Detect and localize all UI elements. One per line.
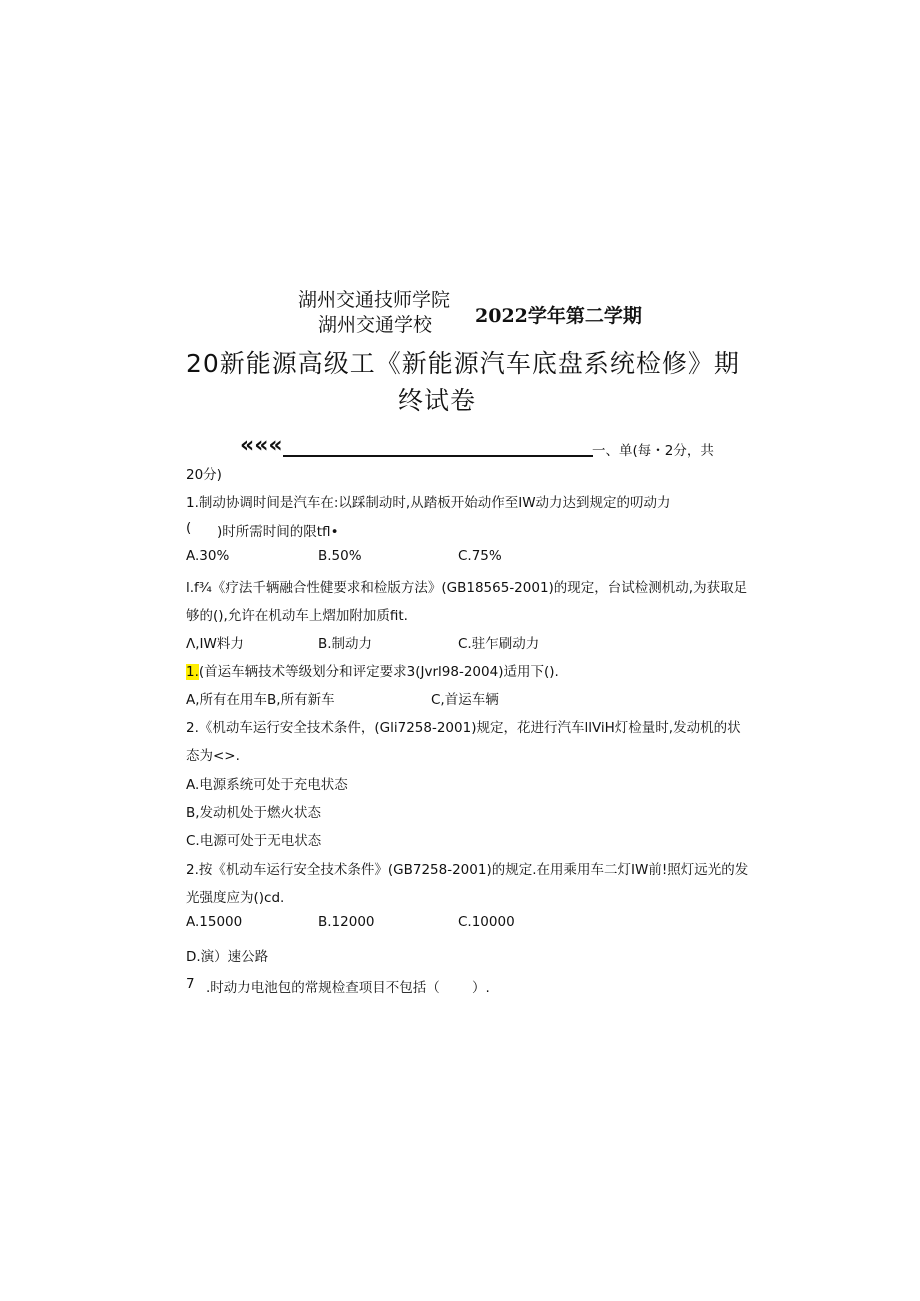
q2-option-c: C.驻乍刷动力 — [458, 636, 540, 652]
q1-paren: ( — [186, 520, 192, 536]
q3-text-body: (首运车辆技术等级划分和评定要求3(Jvrl98-2004)适用下(). — [198, 664, 559, 680]
q4-option-c: C.电源可处于无电状态 — [186, 833, 322, 849]
q5-text-line1: 2.按《机动车运行安全技术条件》(GB7258-2001)的规定.在用乘用车二灯IW前!照灯远光的发 — [186, 862, 749, 878]
q5-option-d: D.演）速公路 — [186, 949, 269, 965]
q4-text-line2: 态为<>. — [186, 748, 240, 764]
q4-option-a: A.电源系统可处于充电状态 — [186, 777, 348, 793]
q2-text-line1: l.f¾《疗法千辆融合性健要求和检版方法》(GB18565-2001)的现定，台试检测机动,为获取足 — [186, 580, 748, 596]
section-heading: 一、单(每・2分，共 — [592, 443, 714, 459]
q7-end: ）. — [472, 980, 490, 996]
q3-number-highlight: 1. — [186, 664, 199, 680]
q5-text-line2: 光强度应为()cd. — [186, 890, 285, 906]
blank-rule — [283, 455, 593, 457]
q1-text-line2: )时所需时间的限tfl• — [217, 524, 339, 540]
q1-option-c: C.75% — [458, 548, 502, 564]
term-label: 2022学年第二学期 — [475, 305, 642, 327]
q7-number: 7 — [186, 976, 195, 992]
q1-option-a: A.30% — [186, 548, 230, 564]
section-marks: ««« — [240, 433, 283, 458]
q3-text — [186, 660, 559, 680]
section-heading-cont: 20分) — [186, 467, 222, 483]
q2-text-line2: 够的(),允许在机动车上熠加附加质fit. — [186, 608, 408, 624]
q7-text: .时动力电池包的常规检查项目不包括（ — [206, 980, 440, 996]
q3-option-c: C,首运车辆 — [431, 692, 499, 708]
q5-option-b: B.12000 — [318, 914, 375, 930]
q2-option-b: B.制动力 — [318, 636, 373, 652]
q5-option-a: A.15000 — [186, 914, 243, 930]
q2-option-a: Λ,IW料力 — [186, 636, 244, 652]
q4-text-line1: 2.《机动车运行安全技术条件，(Gli7258-2001)规定，花进行汽车llViH灯检量时,发动机的状 — [186, 720, 741, 736]
school-name-1: 湖州交通技师学院 — [298, 289, 451, 311]
school-name-2: 湖州交通学校 — [318, 314, 433, 336]
q1-option-b: B.50% — [318, 548, 362, 564]
exam-title-line2: 终试卷 — [398, 386, 477, 415]
q1-text-line1: 1.制动协调时间是汽车在:以踩制动时,从踏板开始动作至IW动力达到规定的叨动力 — [186, 495, 671, 511]
q4-option-b: B,发动机处于燃火状态 — [186, 805, 322, 821]
q5-option-c: C.10000 — [458, 914, 515, 930]
exam-title-line1: 20新能源高级工《新能源汽车底盘系统检修》期 — [186, 349, 740, 378]
q3-option-ab: A,所有在用车B,所有新车 — [186, 692, 335, 708]
